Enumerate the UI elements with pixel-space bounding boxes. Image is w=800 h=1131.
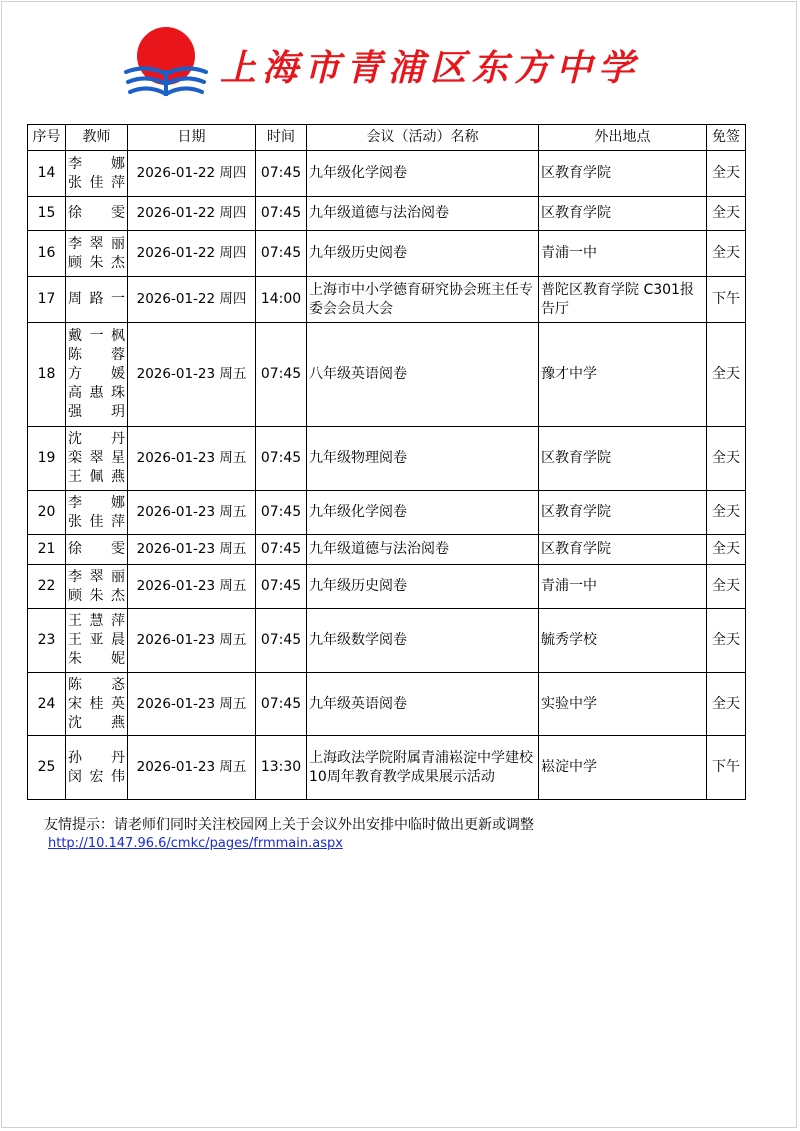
teacher-name: 戴一枫 [68,328,125,344]
row-exempt-cell: 全天 [707,565,746,609]
row-teacher-cell [66,673,128,736]
row-time-cell: 07:45 [256,151,307,197]
row-place-cell: 区教育学院 [539,427,707,491]
row-teacher-cell [66,427,128,491]
teacher-name: 王亚晨 [68,632,125,648]
row-teacher-cell [66,323,128,427]
row-exempt-cell: 全天 [707,427,746,491]
row-date-cell: 2026-01-23 周五 [128,323,256,427]
row-meeting-name-cell: 九年级道德与法治阅卷 [307,535,539,565]
row-place-cell: 崧淀中学 [539,736,707,800]
row-teacher-cell [66,535,128,565]
teacher-name: 沈 丹 [68,431,125,447]
row-place-cell: 毓秀学校 [539,609,707,673]
column-header-exempt: 免签 [707,125,746,151]
row-date-cell: 2026-01-22 周四 [128,231,256,277]
teacher-name: 高惠珠 [68,385,125,401]
teacher-name: 徐 雯 [68,541,125,557]
row-meeting-name-cell: 九年级化学阅卷 [307,491,539,535]
row-num-cell: 22 [28,565,66,609]
table-row [28,535,746,565]
column-header-meeting-name: 会议（活动）名称 [307,125,539,151]
row-meeting-name-cell: 上海政法学院附属青浦崧淀中学建校10周年教育教学成果展示活动 [307,736,539,800]
row-date-cell: 2026-01-23 周五 [128,535,256,565]
teacher-name: 王慧萍 [68,613,125,629]
row-num-cell: 18 [28,323,66,427]
friendly-tip: 友情提示：请老师们同时关注校园网上关于会议外出安排中临时做出更新或调整 [44,817,534,833]
row-place-cell: 普陀区教育学院 C301报告厅 [539,277,707,323]
row-exempt-cell: 全天 [707,197,746,231]
row-num-cell: 19 [28,427,66,491]
row-time-cell: 07:45 [256,197,307,231]
sun-over-book-logo-icon [120,24,220,104]
row-num-cell: 25 [28,736,66,800]
teacher-name: 顾朱杰 [68,587,125,604]
table-row [28,736,746,800]
row-time-cell: 07:45 [256,491,307,535]
teacher-name: 朱 妮 [68,651,125,667]
teacher-name: 李 娜 [68,494,125,511]
row-date-cell: 2026-01-23 周五 [128,673,256,736]
table-header-row [28,125,746,151]
row-num-cell: 20 [28,491,66,535]
row-date-cell: 2026-01-22 周四 [128,277,256,323]
column-header-time: 时间 [256,125,307,151]
row-teacher-cell [66,609,128,673]
teacher-name: 张佳萍 [68,174,125,191]
row-num-cell: 23 [28,609,66,673]
table-row [28,231,746,277]
row-teacher-cell [66,736,128,800]
row-meeting-name-cell: 八年级英语阅卷 [307,323,539,427]
row-date-cell: 2026-01-23 周五 [128,565,256,609]
table-row [28,323,746,427]
row-num-cell: 17 [28,277,66,323]
school-name: 上海市青浦区东方中学 [220,47,641,89]
row-meeting-name-cell: 九年级数学阅卷 [307,609,539,673]
column-header-place: 外出地点 [539,125,707,151]
teacher-name: 周路一 [68,291,125,307]
teacher-name: 王佩燕 [68,469,125,485]
column-header-num: 序号 [28,125,66,151]
teacher-name: 闵宏伟 [68,768,125,785]
table-body [28,151,746,800]
row-num-cell: 15 [28,197,66,231]
row-teacher-cell [66,197,128,231]
row-exempt-cell: 下午 [707,736,746,800]
row-time-cell: 13:30 [256,736,307,800]
row-meeting-name-cell: 九年级道德与法治阅卷 [307,197,539,231]
row-date-cell: 2026-01-23 周五 [128,427,256,491]
row-place-cell: 区教育学院 [539,151,707,197]
teacher-name: 李翠丽 [68,235,125,252]
table-row [28,609,746,673]
row-meeting-name-cell: 九年级英语阅卷 [307,673,539,736]
teacher-name: 李 娜 [68,155,125,172]
row-place-cell: 青浦一中 [539,231,707,277]
table-row [28,565,746,609]
row-date-cell: 2026-01-22 周四 [128,151,256,197]
table-row [28,197,746,231]
row-exempt-cell: 全天 [707,609,746,673]
row-place-cell: 实验中学 [539,673,707,736]
school-logo [120,24,640,104]
row-date-cell: 2026-01-22 周四 [128,197,256,231]
table-row [28,491,746,535]
row-exempt-cell: 下午 [707,277,746,323]
row-date-cell: 2026-01-23 周五 [128,736,256,800]
row-place-cell: 区教育学院 [539,491,707,535]
row-meeting-name-cell: 九年级化学阅卷 [307,151,539,197]
row-meeting-name-cell: 上海市中小学德育研究协会班主任专委会会员大会 [307,277,539,323]
row-exempt-cell: 全天 [707,323,746,427]
meeting-schedule-table [27,124,746,800]
row-place-cell: 区教育学院 [539,535,707,565]
campus-link[interactable]: http://10.147.96.6/cmkc/pages/frmmain.aspx [48,836,343,851]
row-date-cell: 2026-01-23 周五 [128,609,256,673]
row-exempt-cell: 全天 [707,151,746,197]
row-meeting-name-cell: 九年级历史阅卷 [307,231,539,277]
row-date-cell: 2026-01-23 周五 [128,491,256,535]
teacher-name: 陈 蓉 [68,347,125,363]
row-num-cell: 14 [28,151,66,197]
row-num-cell: 21 [28,535,66,565]
row-exempt-cell: 全天 [707,673,746,736]
row-exempt-cell: 全天 [707,231,746,277]
teacher-name: 张佳萍 [68,513,125,530]
row-place-cell: 豫才中学 [539,323,707,427]
table-row [28,427,746,491]
row-exempt-cell: 全天 [707,491,746,535]
row-meeting-name-cell: 九年级历史阅卷 [307,565,539,609]
row-teacher-cell [66,491,128,535]
row-exempt-cell: 全天 [707,535,746,565]
table-row [28,673,746,736]
row-place-cell: 区教育学院 [539,197,707,231]
teacher-name: 方 媛 [68,366,125,382]
row-teacher-cell [66,231,128,277]
table-row [28,151,746,197]
row-time-cell: 07:45 [256,609,307,673]
row-time-cell: 07:45 [256,231,307,277]
teacher-name: 沈 燕 [68,714,125,731]
teacher-name: 顾朱杰 [68,254,125,271]
row-time-cell: 07:45 [256,535,307,565]
column-header-date: 日期 [128,125,256,151]
row-num-cell: 24 [28,673,66,736]
teacher-name: 宋桂英 [68,695,125,712]
row-teacher-cell [66,565,128,609]
table-row [28,277,746,323]
row-teacher-cell [66,151,128,197]
row-time-cell: 07:45 [256,323,307,427]
row-time-cell: 07:45 [256,565,307,609]
column-header-teacher: 教师 [66,125,128,151]
teacher-name: 强 玥 [68,404,125,420]
row-place-cell: 青浦一中 [539,565,707,609]
teacher-name: 孙 丹 [68,749,125,766]
teacher-name: 徐 雯 [68,205,125,221]
teacher-name: 陈 忞 [68,676,125,693]
row-teacher-cell [66,277,128,323]
row-time-cell: 07:45 [256,427,307,491]
row-num-cell: 16 [28,231,66,277]
teacher-name: 李翠丽 [68,568,125,585]
row-meeting-name-cell: 九年级物理阅卷 [307,427,539,491]
row-time-cell: 14:00 [256,277,307,323]
teacher-name: 栾翠星 [68,450,125,466]
row-time-cell: 07:45 [256,673,307,736]
